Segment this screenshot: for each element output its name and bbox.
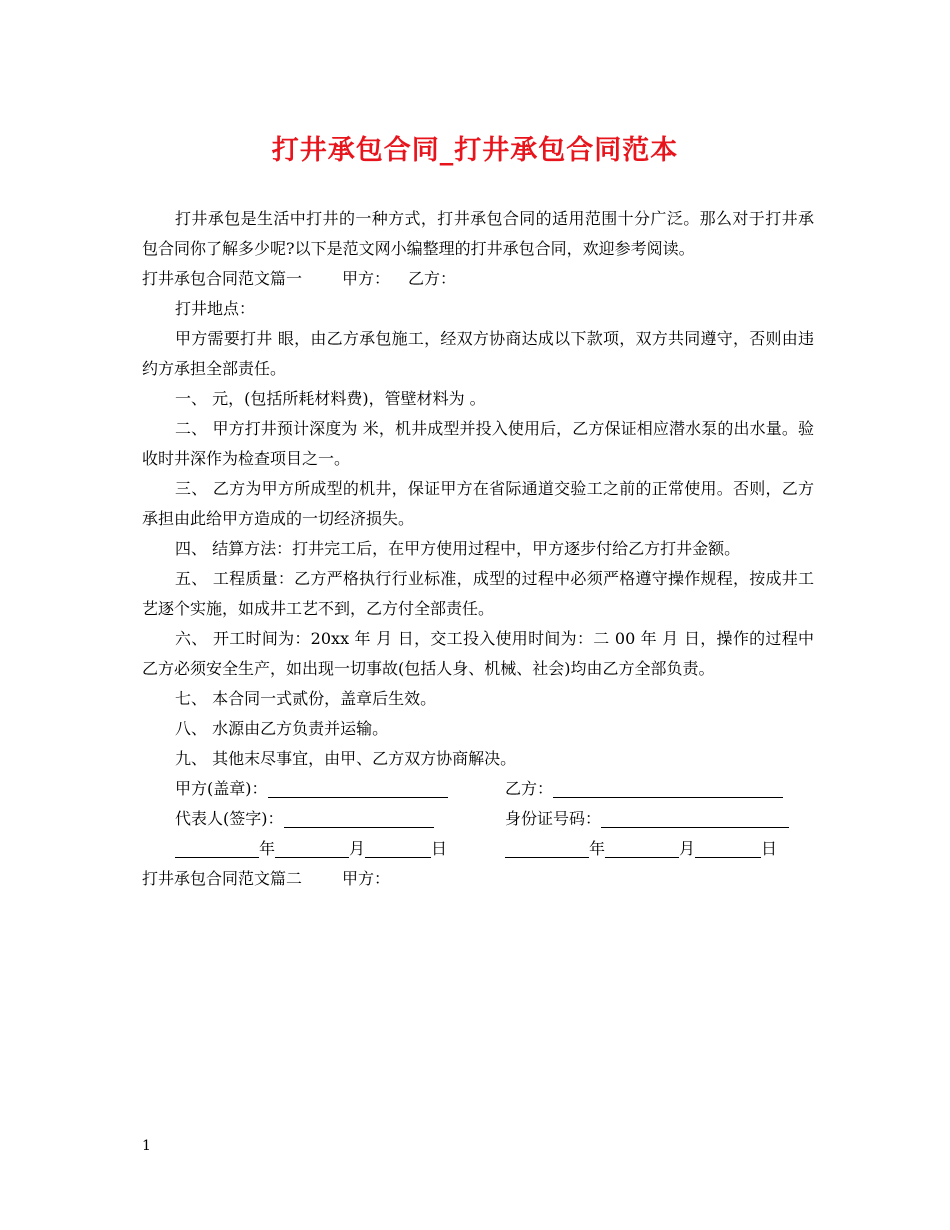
signature-row-representative xyxy=(142,804,814,834)
clause-9: 九、 其他末尽事宜，由甲、乙方双方协商解决。 xyxy=(175,749,517,768)
document-body xyxy=(142,204,814,894)
section2-heading: 打井承包合同范文篇二 xyxy=(142,869,303,888)
party-b-line xyxy=(553,779,783,798)
representative-label: 代表人(签字)： xyxy=(175,809,284,828)
section1-header-line xyxy=(142,264,814,294)
party-b-day-label: 日 xyxy=(761,839,778,858)
page-number: 1 xyxy=(142,1138,151,1154)
party-b-label: 乙方： xyxy=(505,779,554,798)
party-a-seal-line xyxy=(268,779,448,798)
clause-7: 七、 本合同一式贰份，盖章后生效。 xyxy=(175,689,437,708)
party-a-month-label: 月 xyxy=(349,839,366,858)
party-a-seal-label: 甲方(盖章)： xyxy=(175,779,268,798)
drilling-location: 打井地点： xyxy=(175,299,256,318)
clause-6: 六、 开工时间为：20xx 年 月 日，交工投入使用时间为：二 00 年 月 日，操作的过程中乙方必须安全生产，如出现一切事故(包括人身、机械、社会)均由乙方全部负责。 xyxy=(142,629,814,678)
party-a-day-label: 日 xyxy=(431,839,448,858)
intro-paragraph: 打井承包是生活中打井的一种方式，打井承包合同的适用范围十分广泛。那么对于打井承包合同你了解多少呢?以下是范文网小编整理的打井承包合同，欢迎参考阅读。 xyxy=(142,209,814,258)
signature-row-seal xyxy=(142,774,814,804)
representative-line xyxy=(284,809,434,828)
party-b-month-label: 月 xyxy=(679,839,696,858)
party-a-year-label: 年 xyxy=(259,839,276,858)
party-b-day-line xyxy=(695,839,761,858)
section1-heading: 打井承包合同范文篇一 xyxy=(142,269,303,288)
party-b-month-line xyxy=(605,839,679,858)
party-b-year-line xyxy=(505,839,589,858)
party-b-date xyxy=(505,834,777,864)
party-a-seal-field xyxy=(175,774,448,804)
id-number-field xyxy=(505,804,789,834)
party-a-date xyxy=(175,834,447,864)
clause-1: 一、 元，(包括所耗材料费)，管壁材料为 。 xyxy=(175,389,486,408)
signature-row-date xyxy=(142,834,814,864)
id-number-label: 身份证号码： xyxy=(505,809,602,828)
section2-party-a: 甲方： xyxy=(342,869,391,888)
party-a-year-line xyxy=(175,839,259,858)
clause-3: 三、 乙方为甲方所成型的机井，保证甲方在省际通道交验工之前的正常使用。否则，乙方承担由此给甲方造成的一切经济损失。 xyxy=(142,479,814,528)
section1-party-b: 乙方： xyxy=(408,269,457,288)
section1-party-a: 甲方： xyxy=(342,269,391,288)
representative-field xyxy=(175,804,434,834)
clause-4: 四、 结算方法：打井完工后，在甲方使用过程中，甲方逐步付给乙方打井金额。 xyxy=(175,539,741,558)
section2-header-line xyxy=(142,864,814,894)
document-title: 打井承包合同_打井承包合同范本 xyxy=(271,135,679,166)
id-number-line xyxy=(601,809,789,828)
clause-8: 八、 水源由乙方负责并运输。 xyxy=(175,719,389,738)
party-b-year-label: 年 xyxy=(589,839,606,858)
party-b-field xyxy=(505,774,783,804)
clause-2: 二、 甲方打井预计深度为 米，机井成型并投入使用后，乙方保证相应潜水泵的出水量。验收时井深作为检查项目之一。 xyxy=(142,419,814,468)
preamble-paragraph: 甲方需要打井 眼，由乙方承包施工，经双方协商达成以下款项，双方共同遵守，否则由违约方承担全部责任。 xyxy=(142,329,814,378)
party-a-day-line xyxy=(365,839,431,858)
clause-5: 五、 工程质量：乙方严格执行行业标准，成型的过程中必须严格遵守操作规程，按成井工艺逐个实施，如成井工艺不到，乙方付全部责任。 xyxy=(142,569,814,618)
party-a-month-line xyxy=(275,839,349,858)
